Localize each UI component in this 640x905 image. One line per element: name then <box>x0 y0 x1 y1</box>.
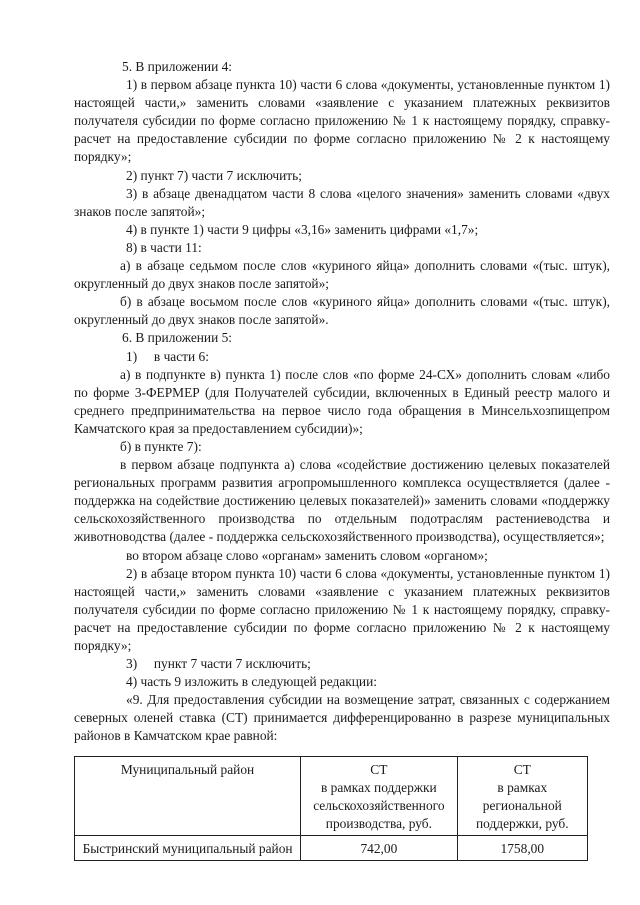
table-cell: Быстринский муниципальный район <box>75 835 301 860</box>
list-item: б) в абзаце восьмом после слов «куриного яйца» дополнить словами «(тыс. штук), округленный до двух знаков после запятой». <box>74 294 610 328</box>
document-body <box>74 58 610 746</box>
table-cell: 1758,00 <box>457 835 587 860</box>
list-item: 8) в части 11: <box>126 239 202 255</box>
list-item: 4) в пункте 1) части 9 цифры «3,16» заменить цифрами «1,7»; <box>126 221 479 237</box>
paragraph: «9. Для предоставления субсидии на возмещение затрат, связанных с содержанием северных оленей ставка (СТ) принимается дифференцированно в разрезе муниципальных районов в Камчатском крае равной: <box>74 692 610 744</box>
list-item: 1) в части 6: <box>126 348 209 364</box>
list-item: а) в подпункте в) пункта 1) после слов «по форме 24-СХ» дополнить словам «либо по форме 3-ФЕРМЕР (для Получателей субсидии, включенных в Единый реестр малого и среднего предпринимательства на первое число года обращения в Минсельхозпищепром Камчатского края за предоставлением субсидии)»; <box>74 366 610 436</box>
list-item: 2) в абзаце втором пункта 10) части 6 слова «документы, установленные пунктом 1) настоящей части,» заменить словами «заявление с указанием платежных реквизитов получателя субсидии по форме согласно приложению № 1 к настоящему порядку, справку-расчет на предоставление субсидии по форме согласно приложению № 2 к настоящему порядку»; <box>74 565 610 653</box>
list-item: 3) в абзаце двенадцатом части 8 слова «целого значения» заменить словами «двух знаков после запятой»; <box>74 185 610 219</box>
paragraph: в первом абзаце подпункта а) слова «содействие достижению целевых показателей региональных программ развития агропромышленного комплекса осуществляется (далее - поддержка на содействие достижению целевых показателей)» заменить словами «поддержку сельскохозяйственного производства по отдельным подотраслям растениеводства и животноводства (далее - поддержка сельскохозяйственного производства), осуществляется»; <box>74 457 610 545</box>
list-item: б) в пункте 7): <box>120 438 202 454</box>
table-header-row <box>75 756 588 835</box>
table-header-cell: СТ в рамках поддержки сельскохозяйственного производства, руб. <box>301 756 457 835</box>
table-header-cell: Муниципальный район <box>75 756 301 835</box>
section-heading: 5. В приложении 4: <box>122 59 233 74</box>
list-item: а) в абзаце седьмом после слов «куриного яйца» дополнить словами «(тыс. штук), округленный до двух знаков после запятой»; <box>74 258 610 292</box>
list-item: 2) пункт 7) части 7 исключить; <box>126 167 302 183</box>
list-item: 1) в первом абзаце пункта 10) части 6 слова «документы, установленные пунктом 1) настоящей части,» заменить словами «заявление с указанием платежных реквизитов получателя субсидии по форме согласно приложению № 1 к настоящему порядку, справку-расчет на предоставление субсидии по форме согласно приложению № 2 к настоящему порядку»; <box>74 77 610 165</box>
list-item: 4) часть 9 изложить в следующей редакции: <box>126 674 377 690</box>
table-header-cell: СТ в рамках региональной поддержки, руб. <box>457 756 587 835</box>
section-heading: 6. В приложении 5: <box>122 330 233 346</box>
table-cell: 742,00 <box>301 835 457 860</box>
table-row <box>75 835 588 860</box>
rates-table <box>74 756 588 861</box>
paragraph: во втором абзаце слово «органам» заменить словом «органом»; <box>126 547 488 563</box>
list-item: 3) пункт 7 части 7 исключить; <box>126 656 311 672</box>
